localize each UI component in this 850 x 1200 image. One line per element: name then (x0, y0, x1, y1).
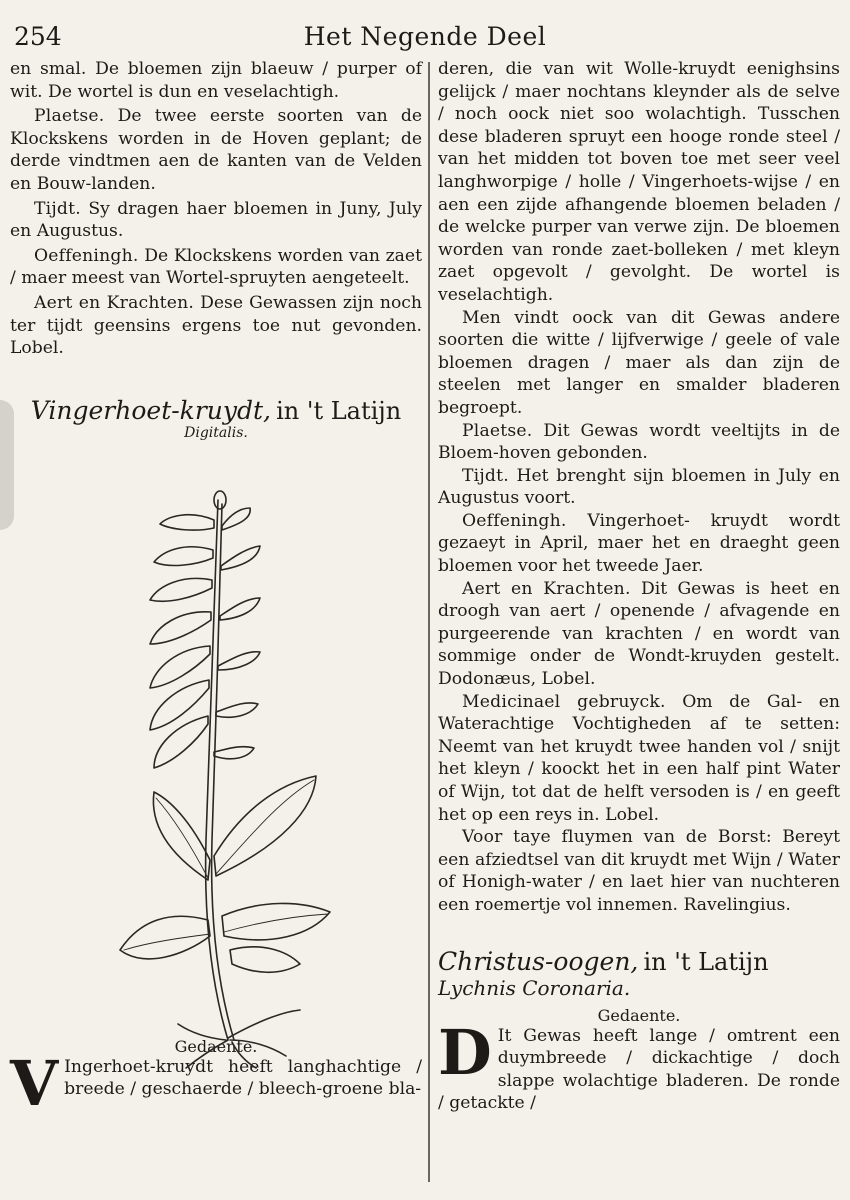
right-paragraph-plaetse (438, 420, 840, 465)
left-paragraph-plaetse (10, 105, 422, 195)
text-plaetse: Dit Gewas wordt veeltijts in de Bloem-hoven gebonden. (438, 420, 840, 464)
dropcap-letter-2: D (438, 1015, 492, 1089)
label-aert: Aert en Krachten. (34, 292, 195, 313)
label-aert: Aert en Krachten. (462, 578, 631, 599)
right-paragraph-oeffeningh (438, 510, 840, 578)
text-aert: Dit Gewas is heet en droogh van aert / openende / afvagende en purgeerende van krachten / en wordt van sommige onder de Wondt-kruyden gestelt. Dodonæus, Lobel. (438, 578, 840, 690)
text-tijdt: Het brenght sijn bloemen in July en Augustus voort. (438, 465, 840, 509)
label-plaetse: Plaetse. (462, 420, 533, 441)
left-paragraph-gedaente: Ingerhoet-kruydt heeft langhachtige / breede / geschaerde / bleech-groene bla- (64, 1056, 422, 1100)
text-borst: Bereyt een afziedtsel van dit kruydt met Wijn / Water of Honigh-water / en laet hier van nuchteren een roemertje vol innemen. Ravelingius. (438, 827, 840, 915)
plant-title (10, 396, 422, 425)
text-plaetse: De twee eerste soorten van de Klockskens worden in de Hoven geplant; de derde vindtmen aen de kanten van de Velden en Bouw-landen. (10, 106, 422, 194)
text-oeffeningh: De Klockskens worden van zaet / maer meest van Wortel-spruyten aengeteelt. (10, 245, 422, 289)
plant-title-2-italic: Christus-oogen, (438, 946, 639, 976)
foxglove-illustration (110, 480, 390, 1070)
right-paragraph-aert (438, 578, 840, 691)
text-oeffeningh: Vingerhoet- kruydt wordt gezaeyt in April, maer het en draeght geen bloemen voor het tweede Jaer. (438, 510, 840, 577)
right-paragraph-gedaente: It Gewas heeft lange / omtrent een duymbreede / dickachtige / doch slappe wolachtige bladeren. De ronde / getackte / (438, 1025, 840, 1114)
text-aert: Dese Gewassen zijn noch ter tijdt geensins ergens toe nut gevonden. Lobel. (10, 292, 422, 359)
page-header (0, 22, 850, 62)
plant-title-italic: Vingerhoet-kruydt, (30, 395, 272, 425)
plant-title-plain: in 't Latijn (276, 396, 402, 425)
left-paragraph-aert (10, 292, 422, 360)
left-paragraph-oeffeningh (10, 245, 422, 290)
right-column (438, 58, 840, 1115)
label-plaetse: Plaetse. (34, 106, 105, 127)
section-gedaente-2: Gedaente. (597, 1005, 681, 1025)
right-paragraph-medicinael (438, 691, 840, 827)
right-paragraph-tijdt (438, 465, 840, 510)
plant-title-2-plain: in 't Latijn (643, 947, 769, 976)
right-paragraph-borst (438, 826, 840, 916)
dropcap-letter: V (10, 1046, 59, 1120)
left-paragraph-1: en smal. De bloemen zijn blaeuw / purper of wit. De wortel is dun en veselachtigh. (10, 59, 422, 102)
label-tijdt: Tijdt. (462, 465, 509, 486)
plant-title-2 (438, 947, 840, 1000)
right-paragraph-1: deren, die van wit Wolle-kruydt eenighsins gelijck / maer nochtans kleynder als de selve / noch oock niet soo wolachtigh. Tusschen dese bladeren spruyt een hooge ronde steel / van het midden tot boven toe met seer veel langhworpige / holle / Vingerhoets-wijse / en aen een zijde afhangende bloemen beladen / de welcke purper van verwe zijn. De bloemen worden van ronde zaet-bolleken / met kleyn zaet opgevolt / gevolght. De wortel is veselachtigh. (438, 59, 840, 305)
label-medicinael: Medicinael gebruyck. (462, 691, 666, 712)
text-tijdt: Sy dragen haer bloemen in Juny, July en Augustus. (10, 198, 422, 242)
section-gedaente: Gedaente. (174, 1036, 258, 1056)
right-paragraph-2: Men vindt oock van dit Gewas andere soorten die witte / lijfverwige / geele of vale bloemen dragen / maer als dan zijn de steelen met langer en smalder bladeren begroept. (438, 307, 840, 418)
column-rule (428, 62, 430, 1182)
left-paragraph-tijdt (10, 198, 422, 243)
plant-title-2-latin: Lychnis Coronaria. (438, 975, 631, 1000)
text-medicinael: Om de Gal- en Waterachtige Vochtigheden af te setten: Neemt van het kruydt twee handen vol / snijt het kleyn / koockt het in een half pint Water of Wijn, tot dat de helft versoden is / en geeft het op een reys in. Lobel. (438, 691, 840, 825)
label-tijdt: Tijdt. (34, 198, 81, 219)
label-oeffeningh: Oeffeningh. (462, 510, 567, 531)
running-head: Het Negende Deel (303, 22, 547, 51)
label-borst: Voor taye fluymen van de Borst: (462, 827, 772, 848)
label-oeffeningh: Oeffeningh. (34, 245, 139, 266)
plant-latin-name: Digitalis. (184, 424, 248, 441)
page-number: 254 (14, 22, 62, 51)
